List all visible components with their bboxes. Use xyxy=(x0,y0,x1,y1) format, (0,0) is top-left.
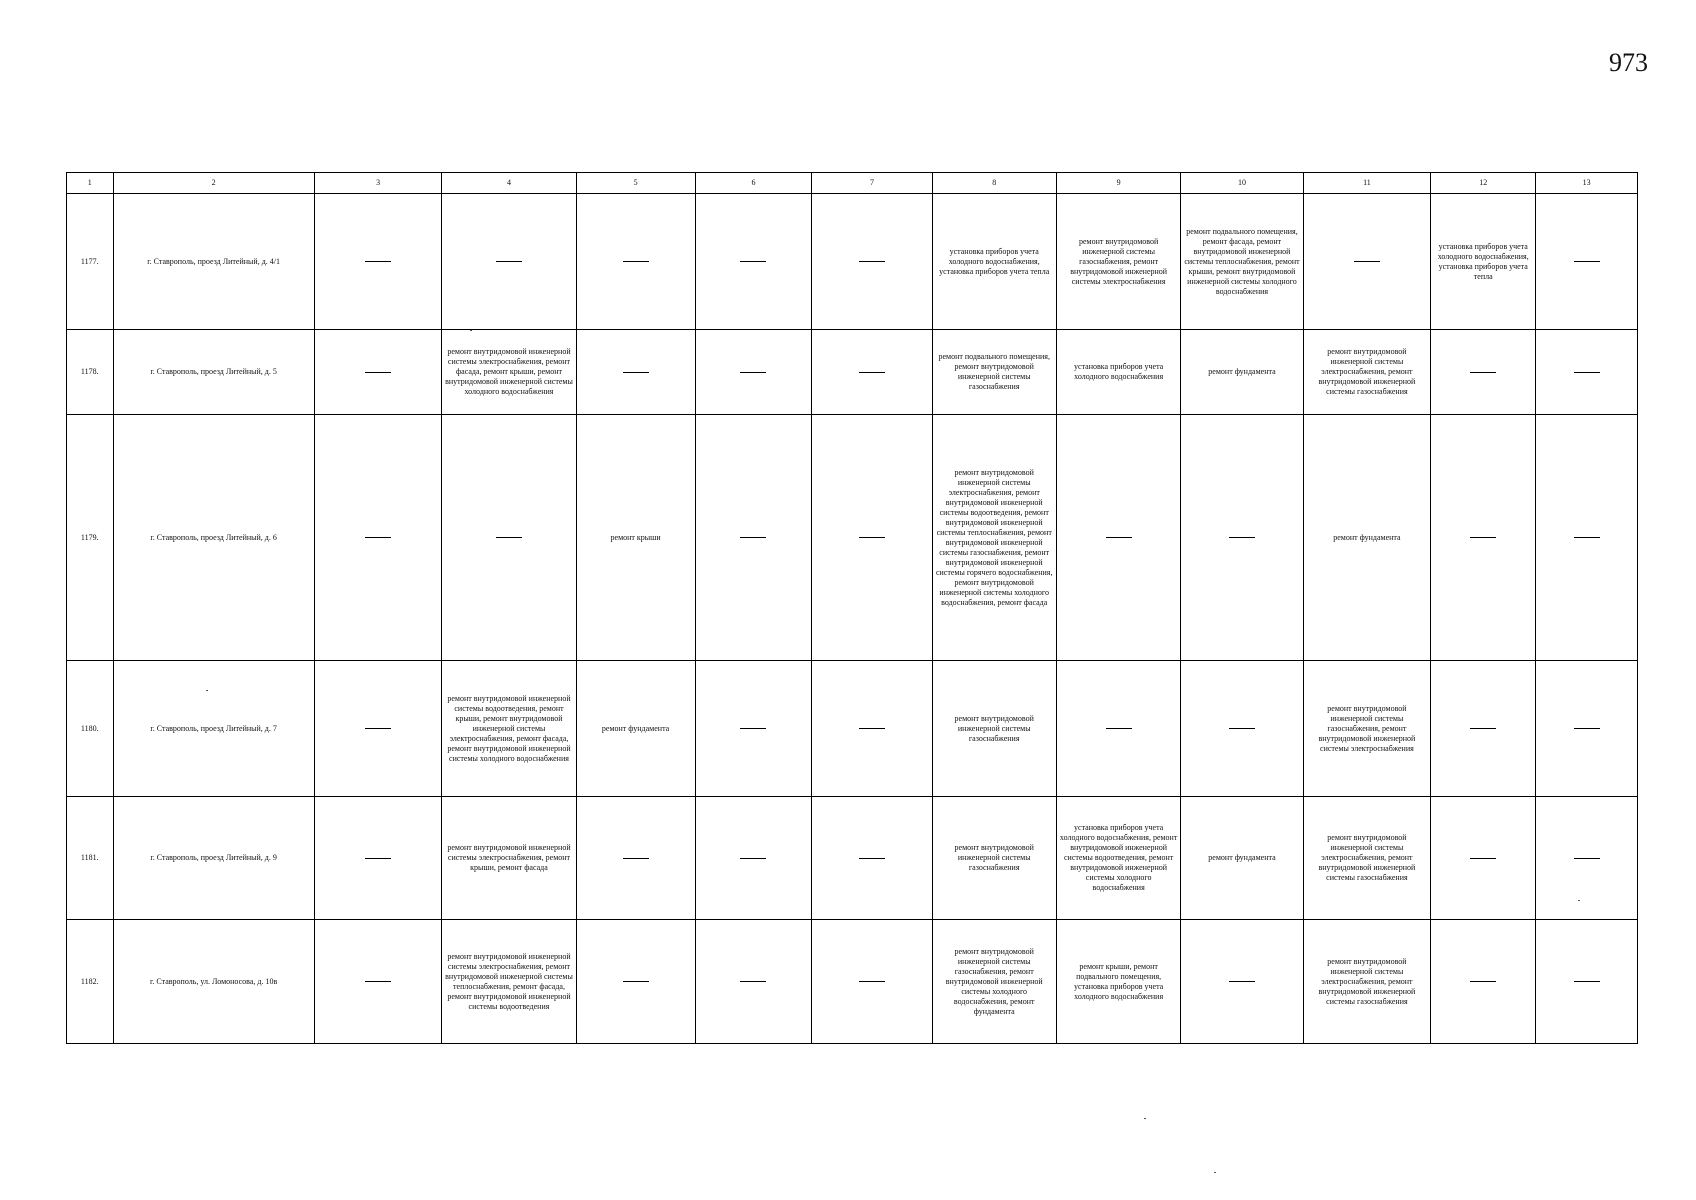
empty-cell xyxy=(1536,920,1638,1044)
empty-cell xyxy=(1056,415,1180,661)
empty-cell xyxy=(314,797,442,920)
empty-cell xyxy=(695,920,812,1044)
dash-mark xyxy=(859,858,885,859)
empty-cell xyxy=(442,194,576,330)
row-address: г. Ставрополь, проезд Литейный, д. 9 xyxy=(113,797,314,920)
scan-speck xyxy=(206,690,208,691)
dash-mark xyxy=(1574,728,1600,729)
row-address: г. Ставрополь, проезд Литейный, д. 5 xyxy=(113,330,314,415)
work-cell: ремонт внутридомовой инженерной системы электроснабжения, ремонт внутридомовой инженерной системы водоотведения, ремонт внутридомовой инженерной системы теплоснабжения, ремонт внутридомовой инженерной системы газоснабжения, ремонт внутридомовой инженерной системы горячего водоснабжения, ремонт внутридомовой инженерной системы холодного водоснабжения, ремонт фасада xyxy=(932,415,1056,661)
empty-cell xyxy=(442,415,576,661)
table-body xyxy=(67,194,1638,1044)
empty-cell xyxy=(1536,661,1638,797)
dash-mark xyxy=(1574,537,1600,538)
dash-mark xyxy=(1470,728,1496,729)
row-address: г. Ставрополь, проезд Литейный, д. 4/1 xyxy=(113,194,314,330)
empty-cell xyxy=(695,661,812,797)
empty-cell xyxy=(1303,194,1431,330)
dash-mark xyxy=(1106,728,1132,729)
column-header: 7 xyxy=(812,173,932,194)
table-row xyxy=(67,661,1638,797)
table-row xyxy=(67,920,1638,1044)
work-cell: ремонт внутридомовой инженерной системы газоснабжения, ремонт внутридомовой инженерной системы электроснабжения xyxy=(1303,661,1431,797)
empty-cell xyxy=(1536,415,1638,661)
row-number: 1178. xyxy=(67,330,114,415)
column-header: 12 xyxy=(1431,173,1536,194)
dash-mark xyxy=(623,372,649,373)
column-header: 1 xyxy=(67,173,114,194)
dash-mark xyxy=(496,537,522,538)
empty-cell xyxy=(695,797,812,920)
table-row xyxy=(67,330,1638,415)
empty-cell xyxy=(1536,194,1638,330)
table-row xyxy=(67,194,1638,330)
column-header: 9 xyxy=(1056,173,1180,194)
dash-mark xyxy=(1574,261,1600,262)
empty-cell xyxy=(1536,797,1638,920)
scan-speck xyxy=(1578,900,1580,901)
dash-mark xyxy=(740,981,766,982)
scan-speck xyxy=(470,330,472,331)
empty-cell xyxy=(314,920,442,1044)
table-row xyxy=(67,797,1638,920)
row-address: г. Ставрополь, ул. Ломоносова, д. 10в xyxy=(113,920,314,1044)
empty-cell xyxy=(576,330,695,415)
work-cell: установка приборов учета холодного водоснабжения xyxy=(1056,330,1180,415)
row-number: 1179. xyxy=(67,415,114,661)
work-cell: ремонт крыши, ремонт подвального помещения, установка приборов учета холодного водоснабжения xyxy=(1056,920,1180,1044)
work-cell: ремонт внутридомовой инженерной системы электроснабжения, ремонт внутридомовой инженерной системы газоснабжения xyxy=(1303,797,1431,920)
dash-mark xyxy=(1470,537,1496,538)
empty-cell xyxy=(695,330,812,415)
work-cell: ремонт внутридомовой инженерной системы газоснабжения, ремонт внутридомовой инженерной системы холодного водоснабжения, ремонт фундамента xyxy=(932,920,1056,1044)
work-cell: ремонт внутридомовой инженерной системы водоотведения, ремонт крыши, ремонт внутридомовой инженерной системы электроснабжения, ремонт фасада, ремонт внутридомовой инженерной системы холодного водоснабжения xyxy=(442,661,576,797)
row-address: г. Ставрополь, проезд Литейный, д. 7 xyxy=(113,661,314,797)
empty-cell xyxy=(812,920,932,1044)
column-header: 5 xyxy=(576,173,695,194)
empty-cell xyxy=(812,415,932,661)
table-row xyxy=(67,415,1638,661)
dash-mark xyxy=(859,372,885,373)
dash-mark xyxy=(365,372,391,373)
empty-cell xyxy=(812,194,932,330)
empty-cell xyxy=(1431,920,1536,1044)
dash-mark xyxy=(365,858,391,859)
work-cell: ремонт крыши xyxy=(576,415,695,661)
empty-cell xyxy=(1536,330,1638,415)
dash-mark xyxy=(1574,858,1600,859)
empty-cell xyxy=(1431,797,1536,920)
empty-cell xyxy=(576,194,695,330)
empty-cell xyxy=(1431,661,1536,797)
work-cell: ремонт внутридомовой инженерной системы электроснабжения, ремонт крыши, ремонт фасада xyxy=(442,797,576,920)
dash-mark xyxy=(1229,728,1255,729)
empty-cell xyxy=(1181,920,1303,1044)
dash-mark xyxy=(740,537,766,538)
work-cell: ремонт внутридомовой инженерной системы электроснабжения, ремонт внутридомовой инженерной системы газоснабжения xyxy=(1303,330,1431,415)
column-header: 13 xyxy=(1536,173,1638,194)
dash-mark xyxy=(859,728,885,729)
empty-cell xyxy=(1181,661,1303,797)
dash-mark xyxy=(365,728,391,729)
dash-mark xyxy=(1106,537,1132,538)
work-cell: ремонт внутридомовой инженерной системы газоснабжения xyxy=(932,661,1056,797)
empty-cell xyxy=(576,797,695,920)
dash-mark xyxy=(365,981,391,982)
dash-mark xyxy=(623,981,649,982)
page-number: 973 xyxy=(1609,48,1648,77)
work-cell: установка приборов учета холодного водоснабжения, установка приборов учета тепла xyxy=(1431,194,1536,330)
dash-mark xyxy=(1574,372,1600,373)
empty-cell xyxy=(1431,330,1536,415)
empty-cell xyxy=(812,797,932,920)
work-cell: ремонт фундамента xyxy=(1303,415,1431,661)
empty-cell xyxy=(314,415,442,661)
empty-cell xyxy=(576,920,695,1044)
dash-mark xyxy=(740,858,766,859)
work-cell: ремонт внутридомовой инженерной системы электроснабжения, ремонт внутридомовой инженерной системы газоснабжения xyxy=(1303,920,1431,1044)
dash-mark xyxy=(740,728,766,729)
empty-cell xyxy=(1181,415,1303,661)
dash-mark xyxy=(365,261,391,262)
column-header: 11 xyxy=(1303,173,1431,194)
empty-cell xyxy=(314,661,442,797)
header-row xyxy=(67,173,1638,194)
empty-cell xyxy=(314,330,442,415)
empty-cell xyxy=(812,330,932,415)
row-number: 1181. xyxy=(67,797,114,920)
dash-mark xyxy=(1229,537,1255,538)
dash-mark xyxy=(740,261,766,262)
work-cell: ремонт фундамента xyxy=(576,661,695,797)
column-header: 10 xyxy=(1181,173,1303,194)
scan-speck xyxy=(1214,1172,1216,1173)
dash-mark xyxy=(859,537,885,538)
dash-mark xyxy=(365,537,391,538)
work-cell: ремонт подвального помещения, ремонт фасада, ремонт внутридомовой инженерной системы теплоснабжения, ремонт крыши, ремонт внутридомовой инженерной системы холодного водоснабжения xyxy=(1181,194,1303,330)
dash-mark xyxy=(1470,372,1496,373)
row-address: г. Ставрополь, проезд Литейный, д. 6 xyxy=(113,415,314,661)
works-table xyxy=(66,172,1638,1044)
column-header: 8 xyxy=(932,173,1056,194)
empty-cell xyxy=(695,194,812,330)
empty-cell xyxy=(695,415,812,661)
dash-mark xyxy=(1574,981,1600,982)
dash-mark xyxy=(859,981,885,982)
dash-mark xyxy=(859,261,885,262)
work-cell: ремонт внутридомовой инженерной системы газоснабжения xyxy=(932,797,1056,920)
work-cell: ремонт подвального помещения, ремонт внутридомовой инженерной системы газоснабжения xyxy=(932,330,1056,415)
column-header: 4 xyxy=(442,173,576,194)
column-header: 6 xyxy=(695,173,812,194)
work-cell: ремонт внутридомовой инженерной системы электроснабжения, ремонт фасада, ремонт крыши, ремонт внутридомовой инженерной системы холодного водоснабжения xyxy=(442,330,576,415)
work-cell: ремонт внутридомовой инженерной системы электроснабжения, ремонт внутридомовой инженерной системы теплоснабжения, ремонт фасада, ремонт внутридомовой инженерной системы водоотведения xyxy=(442,920,576,1044)
column-header: 2 xyxy=(113,173,314,194)
work-cell: ремонт внутридомовой инженерной системы газоснабжения, ремонт внутридомовой инженерной системы электроснабжения xyxy=(1056,194,1180,330)
work-cell: установка приборов учета холодного водоснабжения, ремонт внутридомовой инженерной системы водоотведения, ремонт внутридомовой инженерной системы холодного водоснабжения xyxy=(1056,797,1180,920)
dash-mark xyxy=(1470,981,1496,982)
dash-mark xyxy=(1470,858,1496,859)
empty-cell xyxy=(1056,661,1180,797)
dash-mark xyxy=(1229,981,1255,982)
dash-mark xyxy=(496,261,522,262)
work-cell: ремонт фундамента xyxy=(1181,330,1303,415)
dash-mark xyxy=(623,261,649,262)
row-number: 1182. xyxy=(67,920,114,1044)
row-number: 1180. xyxy=(67,661,114,797)
row-number: 1177. xyxy=(67,194,114,330)
work-cell: установка приборов учета холодного водоснабжения, установка приборов учета тепла xyxy=(932,194,1056,330)
column-header: 3 xyxy=(314,173,442,194)
scan-speck xyxy=(1144,1118,1146,1119)
work-cell: ремонт фундамента xyxy=(1181,797,1303,920)
dash-mark xyxy=(1354,261,1380,262)
dash-mark xyxy=(740,372,766,373)
empty-cell xyxy=(1431,415,1536,661)
empty-cell xyxy=(314,194,442,330)
empty-cell xyxy=(812,661,932,797)
dash-mark xyxy=(623,858,649,859)
